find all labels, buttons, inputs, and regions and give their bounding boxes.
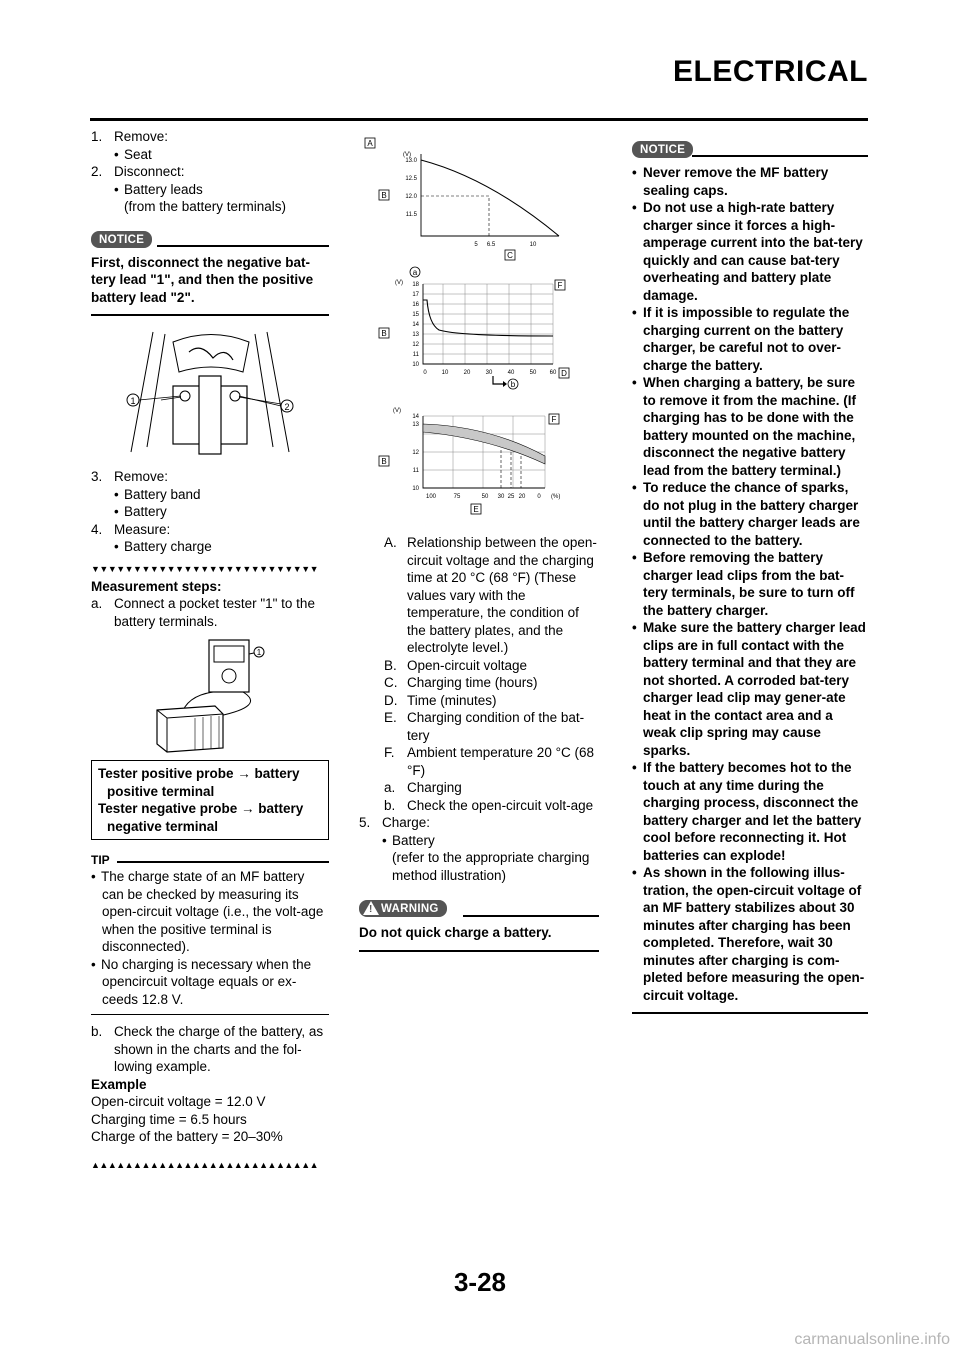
svg-text:14: 14 [412, 322, 419, 328]
svg-text:(V): (V) [393, 408, 401, 414]
tip-body: • The charge state of an MF battery can be checked by measuring its open-circuit voltage (i.e., the volt-age when the positive terminal is disconnected). • No charging is necessary when the opencircuit voltage equals or ex-ceeds 12.8 V. [91, 868, 329, 1015]
column-left: 1. Remove: • Seat 2. Disconnect: • Battery leads (from the battery terminals) NOTICE First, disconnect the negative bat-tery lead "1", and then the positive battery lead "2". 1 2 3. Remove: • Battery band • Battery 4. Measure: • Battery charge ▼▼▼▼▼▼▼▼▼▼▼▼▼▼▼▼▼▼▼▼▼▼▼▼▼▼▼ Measurement steps: a. Connect a pocket tester "1" to the battery terminals. 1 Tester positive probe → battery positive terminal Tester negative probe → battery negative terminal TIP • The charge state of an MF battery can be checked by measuring its open-circuit voltage (i.e., the volt-age when the positive terminal is disconnected). • No charging is necessary when the opencircuit voltage equals or ex-ceeds 12.8 V. b. Check the charge of the battery, as shown in the charts and the fol-lowing example. Example Open-circuit voltage = 12.0 V Charging time = 6.5 hours Charge of the battery = 20–30% ▲▲▲▲▲▲▲▲▲▲▲▲▲▲▲▲▲▲▲▲▲▲▲▲▲▲▲ [91, 128, 329, 1174]
svg-text:10: 10 [529, 242, 537, 248]
step-2-bullet: • Battery leads [114, 181, 203, 197]
svg-text:17: 17 [412, 292, 419, 298]
svg-text:20: 20 [518, 494, 526, 500]
svg-text:20: 20 [463, 370, 471, 376]
pocket-tester-illustration [91, 636, 329, 754]
svg-text:15: 15 [412, 312, 419, 318]
step-3: 3. Remove: [91, 469, 169, 484]
svg-text:10: 10 [412, 486, 419, 492]
svg-text:40: 40 [507, 370, 515, 376]
warning-header [359, 898, 599, 920]
svg-text:B: B [381, 457, 387, 466]
svg-text:11: 11 [412, 468, 419, 474]
chart-charging-curve [359, 264, 599, 404]
notice-header-right [632, 138, 868, 160]
svg-text:12.5: 12.5 [405, 176, 417, 182]
svg-text:C: C [507, 251, 513, 260]
svg-text:11: 11 [412, 352, 419, 358]
step-5: 5. Charge: [359, 815, 431, 830]
step-a: a. Connect a pocket tester "1" to the battery terminals. [91, 596, 315, 629]
svg-text:30: 30 [497, 494, 505, 500]
chart-voltage-vs-time [359, 128, 599, 264]
notice-badge-right: NOTICE [632, 141, 693, 158]
svg-text:18: 18 [412, 282, 419, 288]
svg-text:F: F [551, 415, 557, 424]
svg-text:5: 5 [474, 242, 478, 248]
callout-1: 1 [130, 396, 136, 406]
step-1-bullet: • Seat [114, 146, 152, 162]
svg-text:0: 0 [423, 370, 427, 376]
step-4: 4. Measure: [91, 521, 171, 537]
svg-text:75: 75 [453, 494, 461, 500]
svg-text:B: B [381, 191, 387, 200]
example-heading: Example [91, 1076, 147, 1092]
warning-text: Do not quick charge a battery. [359, 920, 599, 952]
svg-text:11.5: 11.5 [405, 212, 417, 218]
svg-text:50: 50 [529, 370, 537, 376]
svg-text:(%): (%) [551, 494, 561, 500]
header-rule [90, 118, 868, 121]
svg-text:25: 25 [507, 494, 515, 500]
svg-text:10: 10 [441, 370, 449, 376]
tester-connection-box: Tester positive probe → battery positive terminal Tester negative probe → battery negative terminal [91, 760, 329, 840]
svg-text:16: 16 [412, 302, 419, 308]
callout-2: 2 [284, 402, 290, 412]
svg-text:30: 30 [485, 370, 493, 376]
svg-text:14: 14 [412, 414, 419, 420]
notice-text: First, disconnect the negative bat-tery lead "1", and then the positive battery lead "2". [91, 250, 329, 317]
svg-text:100: 100 [425, 494, 437, 500]
column-right [632, 138, 868, 1014]
svg-text:13.0: 13.0 [405, 158, 417, 164]
steps-start-marker: ▼▼▼▼▼▼▼▼▼▼▼▼▼▼▼▼▼▼▼▼▼▼▼▼▼▼▼ [91, 563, 319, 574]
steps-end-marker: ▲▲▲▲▲▲▲▲▲▲▲▲▲▲▲▲▲▲▲▲▲▲▲▲▲▲▲ [91, 1159, 319, 1170]
tip-label: TIP [91, 853, 110, 867]
notice-list: • Never remove the MF battery sealing caps. • Do not use a high-rate battery charger since it forces a high-amperage current into the bat-tery quickly and can cause bat-tery overheating and battery plate damage. • If it is impossible to regulate the charging current on the battery charger, be careful not to over-charge the battery. • When charging a battery, be sure to remove it from the machine. (If charging has to be done with the battery mounted on the machine, disconnect the negative battery lead from the battery terminal.) • To reduce the chance of sparks, do not plug in the battery charger until the battery charger leads are connected to the battery. • Before removing the battery charger lead clips from the bat-tery terminals, be sure to turn off the battery charger. • Make sure the battery charger lead clips are in full contact with the battery terminal and that they are not shorted. A corroded bat-tery charger lead clip may gener-ate heat in the contact area and a weak clip spring may cause sparks. • If the battery becomes hot to the touch at any time during the charging process, disconnect the battery charger and let the battery cool before reconnecting it. Hot batteries can explode! • As shown in the following illus-tration, the open-circuit voltage of an MF battery stabilizes about 30 minutes after charging has been completed. Therefore, wait 30 minutes after charging is com-pleted before measuring the open-circuit voltage. [632, 160, 868, 1014]
svg-text:(V): (V) [403, 152, 411, 158]
svg-text:6.5: 6.5 [486, 242, 496, 248]
step-1: 1. Remove: [91, 129, 169, 144]
svg-text:12.0: 12.0 [405, 194, 417, 200]
svg-text:60: 60 [549, 370, 557, 376]
svg-text:12: 12 [412, 342, 419, 348]
svg-text:13: 13 [412, 332, 419, 338]
step-2: 2. Disconnect: [91, 164, 185, 179]
column-middle: A B (V) 13.0 12.5 12.0 11.5 5 6.5 10 C a (V) B F 18 17 16 15 14 13 12 11 10 0 10 20 30 40 50 60 D b (V) F B 14 13 12 11 10 100 75 50 30 25 20 0 (%) E A. Relationship between the open-circuit voltage and the charging time at 20 °C (68 °F) (These values vary with the temperature, the condition of the battery plates, and the electrolyte level.) B. Open-circuit voltage C. Charging time (hours) D. Time (minutes) E. Charging condition of the bat-tery F. Ambient temperature 20 °C (68 °F) a. Charging b. Check the open-circuit volt-age 5. Charge: • Battery (refer to the appropriate charging method illustration) ! WARNING Do not quick charge a battery. [359, 128, 599, 952]
step-2-extra: (from the battery terminals) [124, 199, 287, 214]
svg-text:B: B [381, 329, 387, 338]
svg-text:13: 13 [412, 422, 419, 428]
warning-badge: ! WARNING [359, 900, 447, 917]
svg-text:50: 50 [481, 494, 489, 500]
measurement-heading: Measurement steps: [91, 578, 222, 594]
notice-header [91, 228, 329, 250]
svg-text:10: 10 [412, 362, 419, 368]
step-b: b. Check the charge of the battery, as shown in the charts and the fol-lowing example. [91, 1024, 324, 1074]
svg-text:D: D [561, 369, 567, 378]
page-title: ELECTRICAL [673, 55, 868, 88]
callout-tester: 1 [256, 648, 262, 657]
notice-badge: NOTICE [91, 231, 152, 248]
svg-text:(V): (V) [395, 280, 403, 286]
svg-text:0: 0 [537, 494, 541, 500]
chart-charge-condition [359, 404, 599, 534]
watermark[interactable]: carmanualsonline.info [794, 1331, 950, 1348]
svg-text:F: F [557, 281, 563, 290]
svg-text:b: b [510, 380, 516, 389]
battery-leads-illustration [91, 322, 329, 462]
svg-text:12: 12 [412, 450, 419, 456]
tip-header [91, 852, 329, 868]
svg-text:E: E [473, 505, 479, 514]
figure-legend: A. Relationship between the open-circuit voltage and the charging time at 20 °C (68 °F) (These values vary with the temperature, the condition of the battery plates, and the electrolyte level.) B. Open-circuit voltage C. Charging time (hours) D. Time (minutes) E. Charging condition of the bat-tery F. Ambient temperature 20 °C (68 °F) a. Charging b. Check the open-circuit volt-age [384, 535, 597, 813]
svg-text:a: a [412, 268, 418, 277]
svg-text:A: A [367, 139, 373, 148]
page-number: 3-28 [453, 1267, 507, 1297]
